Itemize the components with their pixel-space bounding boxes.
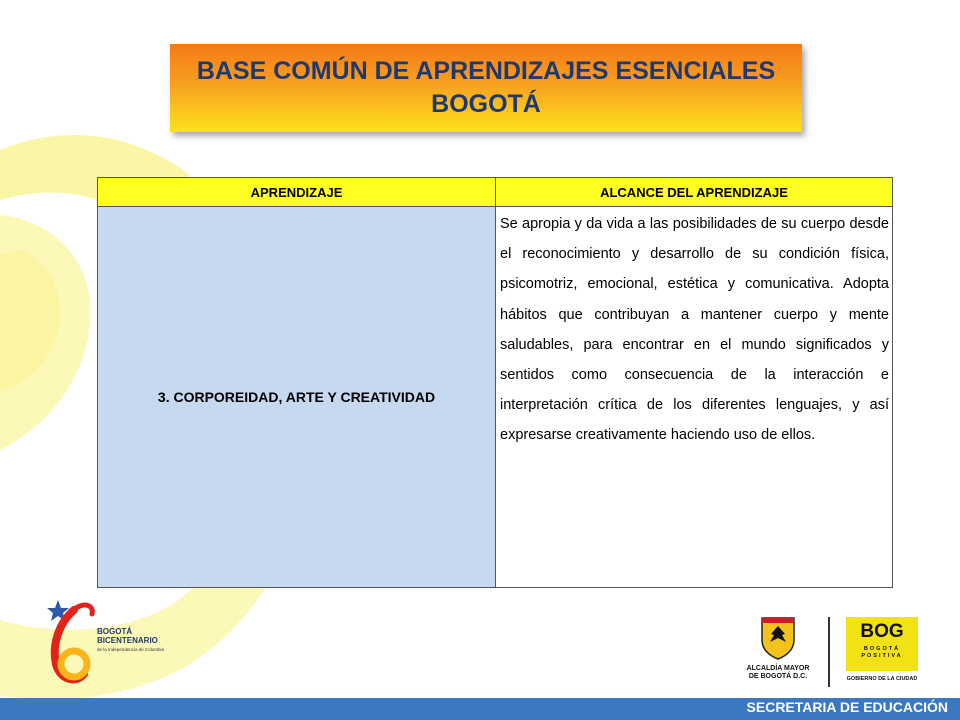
- learning-cell: 3. CORPOREIDAD, ARTE Y CREATIVIDAD: [98, 207, 496, 588]
- coat-of-arms-icon: [758, 616, 798, 660]
- title-line-2: BOGOTÁ: [431, 90, 541, 118]
- header-aprendizaje: APRENDIZAJE: [98, 178, 496, 207]
- header-alcance: ALCANCE DEL APRENDIZAJE: [496, 178, 893, 207]
- alcaldia-line-2: DE BOGOTÁ D.C.: [748, 673, 808, 680]
- bog-logo-sub2: POSITIVA: [861, 653, 903, 659]
- footer-text: SECRETARIA DE EDUCACIÓN: [746, 699, 948, 715]
- bog-logo-gov: GOBIERNO DE LA CIUDAD: [846, 676, 918, 682]
- table-header-row: [98, 178, 893, 207]
- learning-table: [97, 177, 893, 588]
- footer-bar: [0, 698, 960, 720]
- title-banner: [170, 44, 802, 132]
- bicentenario-text: [97, 627, 164, 654]
- bog-logo-box: [846, 617, 918, 671]
- scope-cell: Se apropia y da vida a las posibilidades de su cuerpo desde el reconocimiento y desarrollo de su condición física, psicomotriz, emocional, estética y comunicativa. Adopta hábitos que contribuyan a mantener cuerpo y mente saludables, para encontrar en el mundo significados y sentidos como consecuencia de la interacción e interpretación crítica de los diferentes lenguajes, y así expresarse creativamente haciendo uso de ellos.: [496, 207, 893, 588]
- bicentenario-line-1: BOGOTÁ: [97, 627, 133, 636]
- table-row: [98, 207, 893, 588]
- bicentenario-line-3: de la Independencia de Colombia: [97, 647, 165, 652]
- bog-logo: [846, 617, 918, 687]
- bog-logo-main: BOG: [860, 621, 904, 642]
- logo-divider: [828, 617, 830, 687]
- title-line-1: BASE COMÚN DE APRENDIZAJES ESENCIALES: [196, 57, 776, 85]
- alcaldia-logo: [738, 616, 818, 681]
- bog-logo-subtitle: [846, 646, 918, 660]
- alcaldia-line-1: ALCALDÍA MAYOR: [746, 665, 810, 672]
- bog-logo-sub1: BOGOTÁ: [863, 646, 901, 652]
- bicentenario-line-2: BICENTENARIO: [97, 636, 158, 645]
